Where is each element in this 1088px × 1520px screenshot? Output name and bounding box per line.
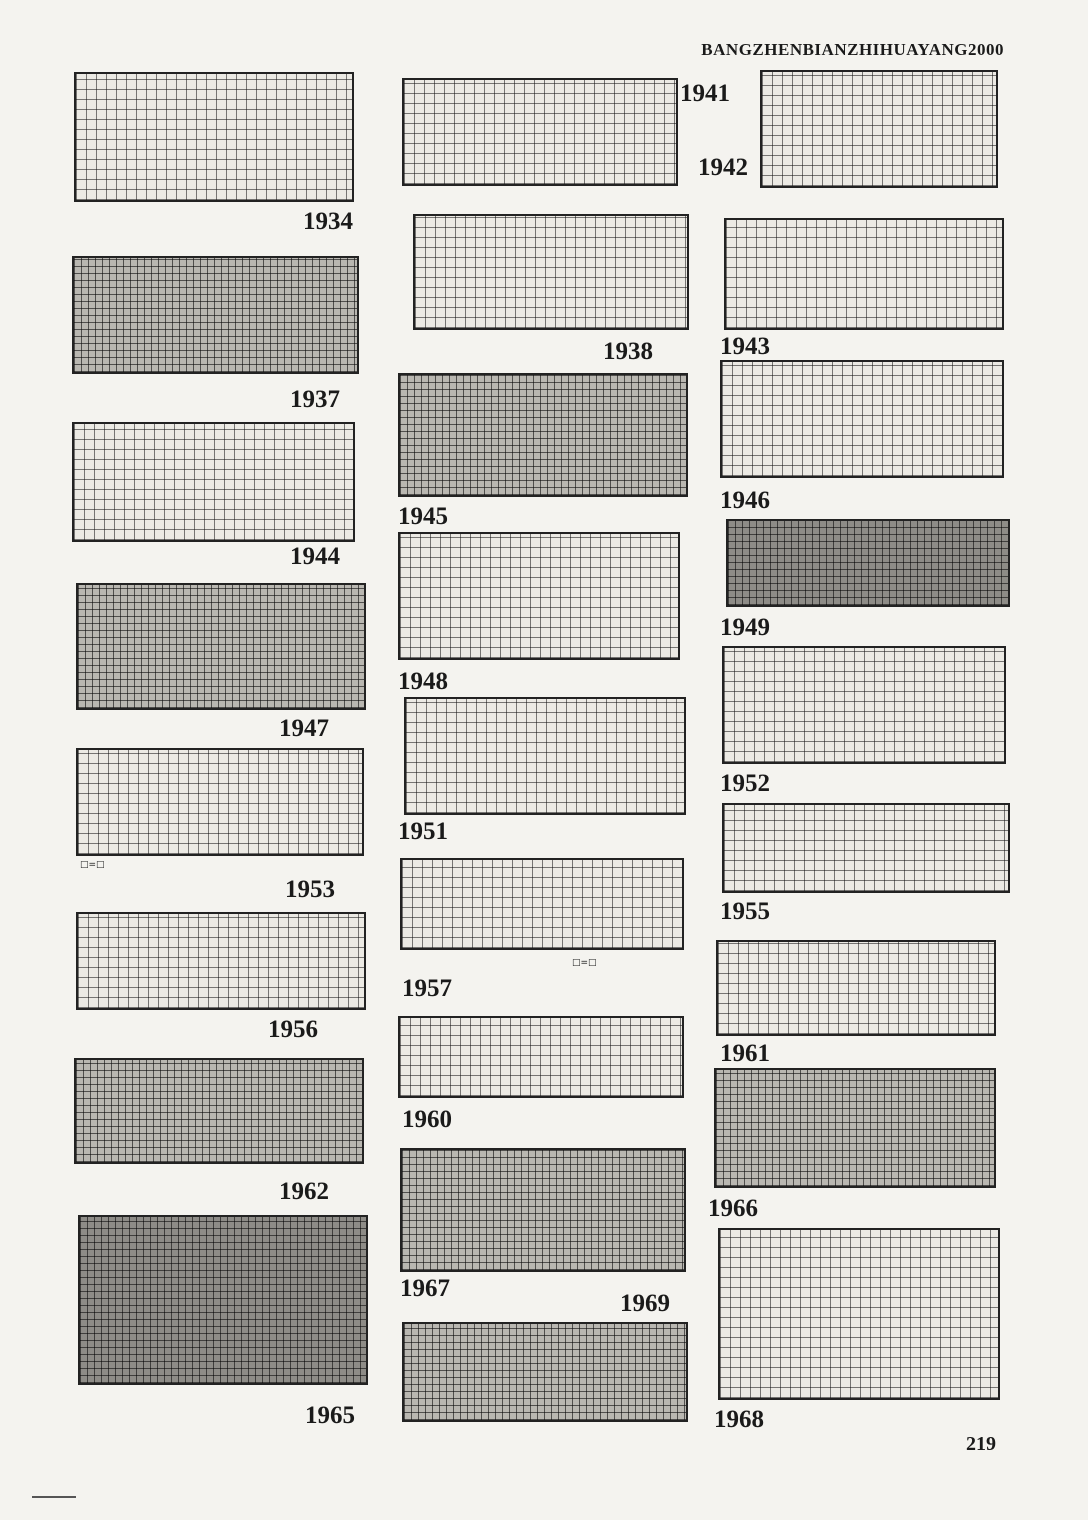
legend-1957: □=□: [572, 958, 597, 968]
pattern-label-1942: 1942: [698, 154, 748, 181]
chart-1966: [714, 1068, 996, 1188]
chart-1956: [76, 912, 366, 1010]
chart-1961: [716, 940, 996, 1036]
chart-1948: [398, 532, 680, 660]
pattern-label-1951: 1951: [398, 818, 448, 845]
pattern-label-1968: 1968: [714, 1406, 764, 1433]
pattern-label-1945: 1945: [398, 503, 448, 530]
chart-1937: [72, 256, 359, 374]
pattern-label-1960: 1960: [402, 1106, 452, 1133]
pattern-label-1934: 1934: [303, 208, 353, 235]
chart-1941: [402, 78, 678, 186]
chart-1934: [74, 72, 354, 202]
pattern-label-1967: 1967: [400, 1275, 450, 1302]
pattern-label-1949: 1949: [720, 614, 770, 641]
chart-1955: [722, 803, 1010, 893]
pattern-label-1941: 1941: [680, 80, 730, 107]
pattern-label-1937: 1937: [290, 386, 340, 413]
chart-1969: [402, 1322, 688, 1422]
page-number: 219: [966, 1433, 996, 1455]
pattern-label-1953: 1953: [285, 876, 335, 903]
chart-1962: [74, 1058, 364, 1164]
chart-1943: [724, 218, 1004, 330]
pattern-label-1947: 1947: [279, 715, 329, 742]
chart-1968: [718, 1228, 1000, 1400]
chart-1952: [722, 646, 1006, 764]
chart-1945: [398, 373, 688, 497]
chart-1951: [404, 697, 686, 815]
legend-1953: □=□: [80, 860, 105, 870]
pattern-label-1952: 1952: [720, 770, 770, 797]
chart-1947: [76, 583, 366, 710]
pattern-label-1944: 1944: [290, 543, 340, 570]
pattern-label-1946: 1946: [720, 487, 770, 514]
chart-1953: [76, 748, 364, 856]
chart-1965: [78, 1215, 368, 1385]
pattern-label-1966: 1966: [708, 1195, 758, 1222]
chart-1938: [413, 214, 689, 330]
chart-1942: [760, 70, 998, 188]
page-mark: [32, 1496, 76, 1498]
chart-1946: [720, 360, 1004, 478]
page-header-title: BANGZHENBIANZHIHUAYANG2000: [701, 40, 1004, 59]
pattern-label-1957: 1957: [402, 975, 452, 1002]
pattern-label-1948: 1948: [398, 668, 448, 695]
pattern-label-1938: 1938: [603, 338, 653, 365]
pattern-label-1956: 1956: [268, 1016, 318, 1043]
pattern-label-1955: 1955: [720, 898, 770, 925]
pattern-label-1962: 1962: [279, 1178, 329, 1205]
chart-1944: [72, 422, 355, 542]
pattern-label-1961: 1961: [720, 1040, 770, 1067]
pattern-label-1969: 1969: [620, 1290, 670, 1317]
chart-1967: [400, 1148, 686, 1272]
chart-1960: [398, 1016, 684, 1098]
chart-1949: [726, 519, 1010, 607]
pattern-label-1943: 1943: [720, 333, 770, 360]
pattern-label-1965: 1965: [305, 1402, 355, 1429]
chart-1957: [400, 858, 684, 950]
